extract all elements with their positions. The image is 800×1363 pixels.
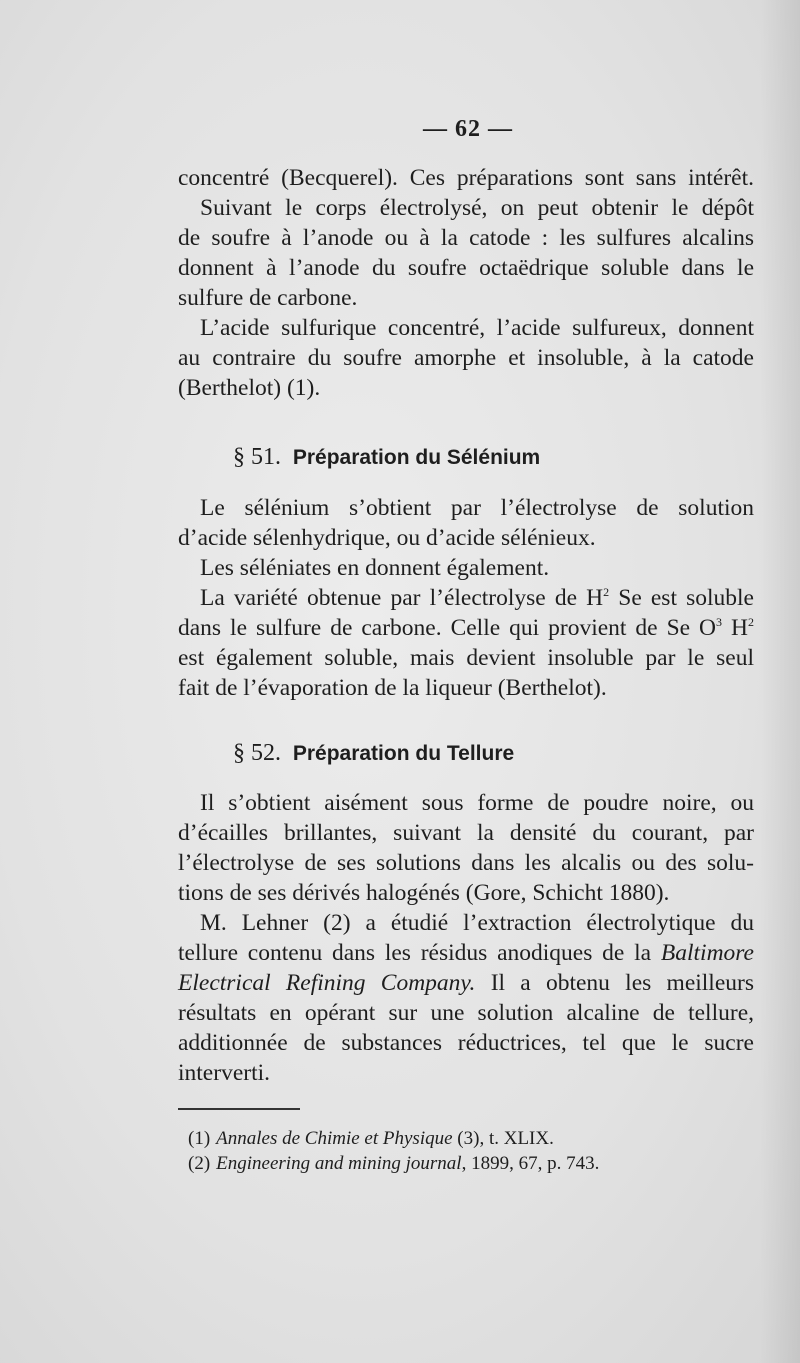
footnote-number: (1) bbox=[188, 1128, 211, 1149]
text-line: (Berthelot) (1). bbox=[178, 375, 321, 401]
section-title: Préparation du Tellure bbox=[292, 742, 515, 765]
footnote bbox=[188, 1151, 599, 1176]
text-line: sulfure de carbone. bbox=[178, 285, 358, 311]
text-line: L’acide sulfurique concentré, l’acide sulfureux, donnent bbox=[200, 315, 754, 341]
text-line: dans le sulfure de carbone. Celle qui provient de Se $O^3$ $H^2$ bbox=[178, 615, 754, 641]
paragraph-2 bbox=[178, 193, 754, 313]
paragraph-8 bbox=[178, 908, 754, 1088]
text-line: additionnée de substances réductrices, tel que le sucre bbox=[178, 1030, 754, 1056]
text-line: d’écailles brillantes, suivant la densité du courant, par bbox=[178, 820, 754, 846]
footnote-source: Engineering and mining journal bbox=[216, 1153, 462, 1174]
footnotes bbox=[188, 1126, 599, 1176]
footnote-ref: , 1899, 67, p. 743. bbox=[461, 1153, 600, 1174]
text-line: concentré (Becquerel). Ces préparations sont sans intérêt. bbox=[178, 165, 754, 191]
text-line: interverti. bbox=[178, 1060, 271, 1086]
paragraph-3 bbox=[178, 313, 754, 403]
page-number: — 62 — bbox=[423, 116, 513, 142]
footnote bbox=[188, 1126, 599, 1151]
page-edge-shadow bbox=[760, 0, 800, 1363]
footnote-divider bbox=[178, 1108, 300, 1110]
paragraph-5 bbox=[178, 553, 754, 583]
paragraph-6 bbox=[178, 583, 754, 703]
text-line: au contraire du soufre amorphe et insoluble, à la catode bbox=[178, 345, 754, 371]
text-line: Les séléniates en donnent également. bbox=[200, 555, 550, 581]
section-heading-52 bbox=[233, 740, 514, 767]
text-line: M. Lehner (2) a étudié l’extraction électrolytique du bbox=[200, 910, 754, 936]
section-heading-51 bbox=[233, 444, 540, 471]
text-line: La variété obtenue par l’électrolyse de $H^2$ Se est soluble bbox=[200, 585, 754, 611]
text-line: de soufre à l’anode ou à la catode : les sulfures alcalins bbox=[178, 225, 754, 251]
footnote-number: (2) bbox=[188, 1153, 211, 1174]
text-line: fait de l’évaporation de la liqueur (Berthelot). bbox=[178, 675, 607, 701]
text-line: Suivant le corps électrolysé, on peut obtenir le dépôt bbox=[200, 195, 754, 221]
section-number: § 52. bbox=[233, 740, 281, 766]
text-line: donnent à l’anode du soufre octaëdrique soluble dans le bbox=[178, 255, 754, 281]
footnote-source: Annales de Chimie et Physique bbox=[216, 1128, 453, 1149]
section-number: § 51. bbox=[233, 444, 281, 470]
text-line: est également soluble, mais devient insoluble par le seul bbox=[178, 645, 754, 671]
section-title: Préparation du Sélénium bbox=[292, 446, 541, 469]
text-line: Electrical Refining Company. Il a obtenu les meilleurs bbox=[178, 970, 754, 996]
paragraph-1 bbox=[178, 163, 754, 193]
footnote-ref: (3), t. XLIX. bbox=[452, 1128, 554, 1149]
paragraph-4 bbox=[178, 493, 754, 553]
text-line: tions de ses dérivés halogénés (Gore, Schicht 1880). bbox=[178, 880, 670, 906]
paragraph-7 bbox=[178, 788, 754, 908]
text-line: Le sélénium s’obtient par l’électrolyse de solution bbox=[200, 495, 754, 521]
text-line: d’acide sélenhydrique, ou d’acide sélénieux. bbox=[178, 525, 596, 551]
text-line: l’électrolyse de ses solutions dans les alcalis ou des solu- bbox=[178, 850, 754, 876]
text-line: tellure contenu dans les résidus anodiques de la Baltimore bbox=[178, 940, 754, 966]
text-line: résultats en opérant sur une solution alcaline de tellure, bbox=[178, 1000, 754, 1026]
text-line: Il s’obtient aisément sous forme de poudre noire, ou bbox=[200, 790, 754, 816]
